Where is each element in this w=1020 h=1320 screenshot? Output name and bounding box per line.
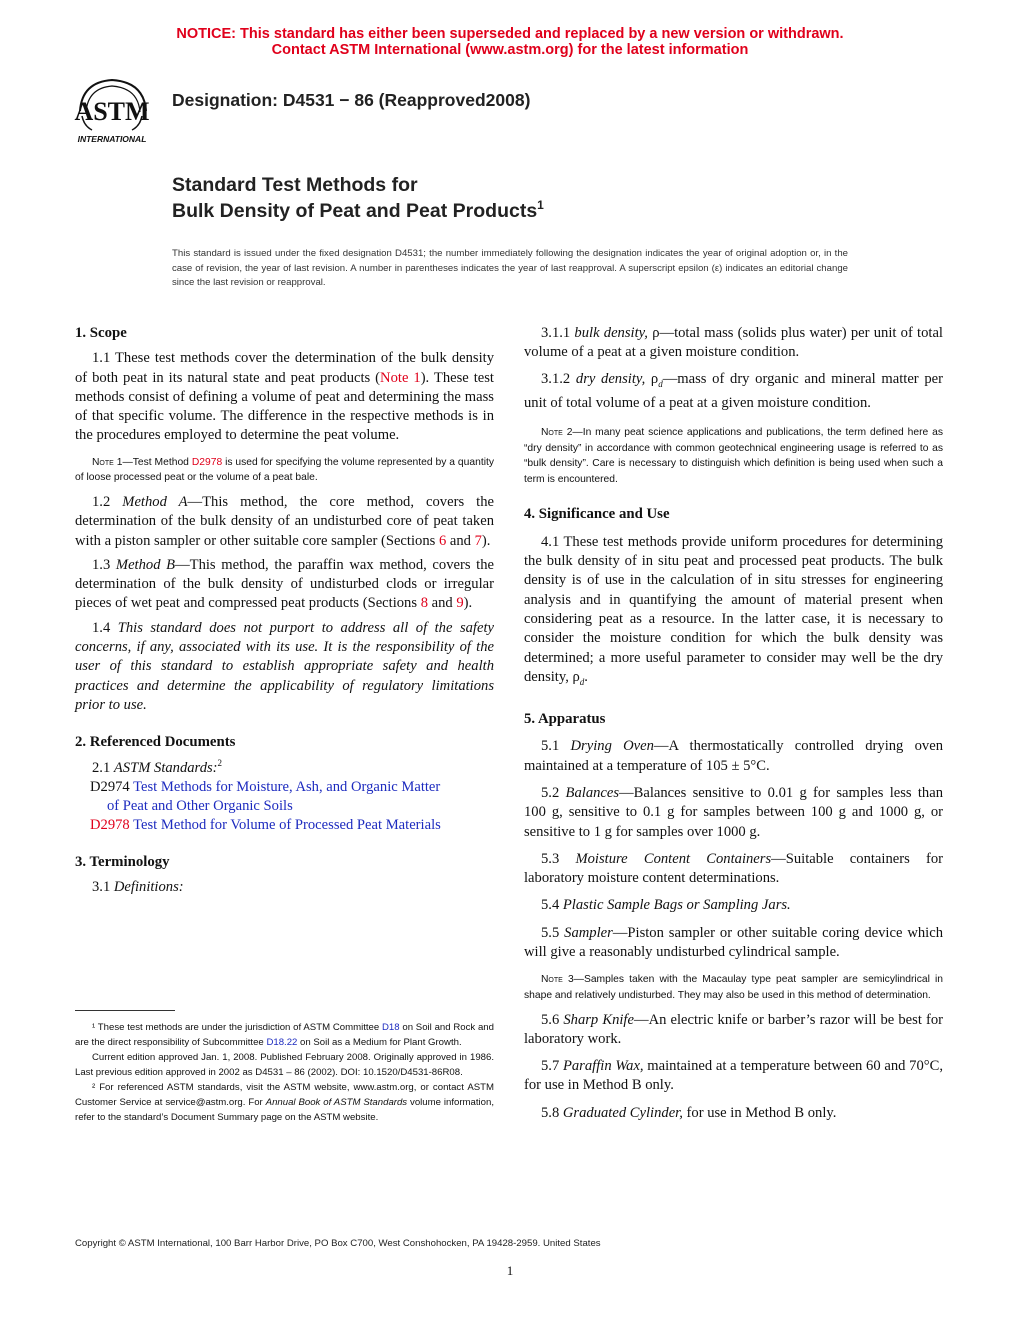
note-3 [524, 972, 943, 1003]
title-footnote-mark: 1 [537, 198, 544, 212]
para-1-2-and: and [446, 532, 475, 549]
sample-bags-term: Plastic Sample Bags or Sampling Jars. [562, 897, 791, 914]
para-1-4-text: This standard does not purport to address all of the safety concerns, if any, associated with its use. It is the responsibility of the user of this standard to establish appropriate safety and health practices and determine the applicability of regulatory limitations prior to use. [75, 619, 494, 713]
para-1-4-number: 1.4 [92, 619, 118, 636]
footnote-1-text-a: ¹ These test methods are under the jurisdiction of ASTM Committee [92, 1022, 382, 1033]
note-1-text-b: is used for specifying the volume represented by a quantity of loose processed peat or the volume of a peat bale. [75, 456, 494, 484]
para-5-2-number: 5.2 [541, 784, 566, 801]
rho-d-subscript: d [658, 378, 663, 389]
footnote-2-text-b: volume information, refer to the standard’s Document Summary page on the ASTM website. [75, 1097, 494, 1123]
section-9-link[interactable]: 9 [456, 595, 464, 612]
para-5-8 [524, 1104, 943, 1123]
rho-d-symbol: ρ [645, 370, 659, 387]
note-2 [524, 425, 943, 487]
section-1-heading: 1. Scope [75, 325, 127, 341]
para-5-8-number: 5.8 [541, 1104, 563, 1121]
para-5-7 [524, 1057, 943, 1096]
para-1-1-text-a: 1.1 These test methods cover the determination of the bulk density of both peat in its natural state and peat products ( [75, 350, 494, 386]
note-1-label: Note [92, 456, 114, 468]
reference-d2974-code: D2974 [90, 778, 130, 795]
reference-d2978-title[interactable]: Test Method for Volume of Processed Peat Materials [129, 817, 441, 834]
para-5-3-number: 5.3 [541, 850, 576, 867]
para-5-7-text: maintained at a temperature between 60 and 70°C, for use in Method B only. [524, 1058, 943, 1094]
copyright-line: Copyright © ASTM International, 100 Barr Harbor Drive, PO Box C700, West Conshohocken, PA 19428-2959. United States [75, 1238, 601, 1249]
para-5-1 [524, 737, 943, 776]
para-1-2-text: —This method, the core method, covers the determination of the bulk density of an undisturbed core of peat taken with a piston sampler or other suitable core sampler (Sections [75, 493, 494, 549]
para-5-5-number: 5.5 [541, 924, 565, 941]
para-2-1 [75, 759, 494, 778]
para-5-3-text: —Suitable containers for laboratory moisture content determinations. [524, 850, 944, 887]
footnote-2-text-a: ² For referenced ASTM standards, visit the ASTM website, www.astm.org, or contact ASTM Customer Service at service@astm.org. For [75, 1082, 494, 1108]
para-2-1-number: 2.1 [92, 759, 114, 776]
reference-d2974-title[interactable]: Test Methods for Moisture, Ash, and Organic Matter [129, 778, 441, 795]
sampler-term: Sampler [564, 924, 613, 941]
section-5-heading: 5. Apparatus [524, 711, 606, 728]
right-column [524, 324, 943, 1123]
astm-logo [72, 76, 162, 146]
footnotes [75, 1020, 494, 1125]
para-5-6-text: —An electric knife or barber’s razor will be best for laboratory work. [524, 1011, 944, 1047]
footnote-1-text-b: on Soil and Rock and are the direct responsibility of Subcommittee [75, 1022, 494, 1048]
designation: Designation: D4531 − 86 (Reapproved2008) [172, 90, 531, 110]
para-5-2-text: —Balances sensitive to 0.01 g for samples less than 100 g, sensitive to 0.1 g for samples between 100 g and 1000 g, or sensitive to 1 g for samples over 1000 g. [524, 784, 944, 840]
para-5-7-number: 5.7 [541, 1058, 563, 1075]
para-1-2-end: ). [481, 532, 491, 549]
committee-d18-link[interactable]: D18 [381, 1022, 400, 1033]
notice-line-1: NOTICE: This standard has either been superseded and replaced by a new version or withdrawn. [176, 26, 844, 42]
section-6-link[interactable]: 6 [438, 532, 447, 549]
para-3-1-1-text: —total mass (solids plus water) per unit of total volume of a peat at a given moisture condition. [524, 325, 943, 361]
note-3-text: 3—Samples taken with the Macaulay type peat sampler are semicylindrical in shape and relatively undisturbed. They may also be used in this method of determination. [524, 974, 943, 1001]
section-8-link[interactable]: 8 [420, 595, 428, 612]
method-a-label: Method A [122, 493, 188, 510]
para-1-3-and: and [427, 595, 457, 612]
para-5-1-number: 5.1 [541, 738, 571, 755]
para-1-3-text: —This method, the paraffin wax method, covers the determination of the bulk density of undisturbed clods or irregular pieces of wet peat and compressed peat products (Sections [75, 556, 494, 612]
reference-d2974 [75, 778, 494, 817]
svg-text:ASTM: ASTM [74, 97, 150, 126]
reference-d2978 [75, 816, 494, 835]
para-1-2 [75, 493, 494, 551]
reference-d2974-title-cont[interactable]: of Peat and Other Organic Soils [107, 798, 293, 815]
para-3-1-1-number: 3.1.1 [541, 325, 575, 341]
para-5-8-text: for use in Method B only. [682, 1104, 837, 1121]
subcommittee-d18-22-link[interactable]: D18.22 [266, 1037, 298, 1048]
note-1-text-a: 1—Test Method [113, 456, 192, 468]
para-5-4-number: 5.4 [541, 897, 563, 914]
reference-d2978-code[interactable]: D2978 [90, 817, 130, 834]
footnote-1-text-c: on Soil as a Medium for Plant Growth. [297, 1037, 462, 1048]
section-7-link[interactable]: 7 [474, 532, 482, 549]
para-1-2-number: 1.2 [92, 493, 123, 510]
issued-statement: This standard is issued under the fixed designation D4531; the number immediately following the designation indicates the year of original adoption or, in the case of revision, the year of last revision. A number in parentheses indicates the year of last reapproval. A superscript epsilon (ε) indicates an editorial change since the last revision or reapproval. [172, 248, 848, 289]
para-5-2 [524, 784, 943, 842]
para-1-1-text-b: ). These test methods consist of defining a volume of peat and determining the mass of that specific volume. The difference in the respective methods is in the procedures employed to determine the peat volume. [75, 369, 494, 444]
section-3-heading: 3. Terminology [75, 853, 170, 870]
para-5-6 [524, 1011, 943, 1050]
rho-symbol: ρ [647, 325, 660, 341]
sharp-knife-term: Sharp Knife [563, 1011, 634, 1028]
astm-standards-label: ASTM Standards: [113, 759, 218, 776]
definitions-label: Definitions: [113, 879, 184, 896]
para-3-1-number: 3.1 [92, 879, 114, 896]
para-5-1-text: —A thermostatically controlled drying oven maintained at a temperature of 105 ± 5°C. [524, 738, 943, 774]
para-3-1-2-number: 3.1.2 [541, 370, 576, 387]
d2978-link[interactable]: D2978 [191, 456, 223, 468]
para-1-3 [75, 556, 494, 614]
footnote-2 [75, 1080, 494, 1125]
para-1-4 [75, 619, 494, 715]
note-2-label: Note [541, 427, 563, 439]
title-line-2-text: Bulk Density of Peat and Peat Products [172, 200, 538, 222]
para-1-1 [75, 349, 494, 445]
para-1-3-number: 1.3 [92, 556, 116, 573]
page-number: 1 [506, 1263, 514, 1278]
astm-logo-icon [72, 76, 162, 146]
note-3-label: Note [541, 974, 563, 986]
para-5-6-number: 5.6 [541, 1011, 564, 1028]
note-1 [75, 455, 494, 486]
para-4-1 [524, 533, 943, 692]
para-1-3-end: ). [463, 595, 473, 612]
title-line-2 [172, 200, 544, 223]
footnote-2-mark: 2 [217, 757, 223, 768]
bulk-density-term: bulk density, [574, 325, 648, 341]
containers-term: Moisture Content Containers [575, 850, 772, 867]
footnote-1 [75, 1020, 494, 1050]
para-4-1-end: . [584, 668, 588, 685]
paraffin-wax-term: Paraffin Wax, [562, 1058, 644, 1075]
drying-oven-term: Drying Oven [570, 738, 654, 755]
para-3-1-2-text: —mass of dry organic and mineral matter per unit of total volume of a peat at a given moisture condition. [524, 370, 943, 411]
para-5-3 [524, 850, 943, 889]
para-5-5-text: —Piston sampler or other suitable coring device which will give a reasonably undisturbed cylindrical sample. [524, 924, 944, 961]
graduated-cylinder-term: Graduated Cylinder, [562, 1104, 683, 1121]
para-5-4 [524, 896, 943, 915]
para-3-1-2 [524, 370, 943, 414]
footnote-divider [75, 1010, 175, 1011]
balances-term: Balances [565, 784, 620, 801]
svg-text:INTERNATIONAL: INTERNATIONAL [77, 134, 147, 144]
note-1-link[interactable]: Note 1 [380, 369, 421, 386]
section-2-heading: 2. Referenced Documents [75, 734, 236, 751]
note-2-text: 2—In many peat science applications and publications, the term defined here as “dry density” in accordance with common geotechnical engineering usage is referred to as “bulk density”. Care is necessary to distinguish which definition is being used when such a term is encountered. [524, 427, 943, 485]
notice-line-2: Contact ASTM International (www.astm.org) for the latest information [271, 42, 749, 58]
para-4-1-subscript: d [579, 676, 585, 687]
para-5-5 [524, 924, 943, 963]
para-3-1 [75, 878, 494, 897]
footnote-1-edition: Current edition approved Jan. 1, 2008. Published February 2008. Originally approved in 1986. Last previous edition approved in 2002 as D4531 – 86 (2002). DOI: 10.1520/D4531-86R08. [75, 1052, 494, 1078]
method-b-label: Method B [115, 556, 176, 573]
dry-density-term: dry density, [575, 370, 646, 387]
left-column [75, 324, 494, 897]
para-3-1-1 [524, 324, 943, 363]
annual-book-title: Annual Book of ASTM Standards [265, 1097, 408, 1108]
section-4-heading: 4. Significance and Use [524, 506, 670, 523]
title-line-1: Standard Test Methods for [172, 174, 418, 196]
para-4-1-text: 4.1 These test methods provide uniform procedures for determining the bulk density of in situ peat and processed peat products. The bulk density is of use in the calculation of in situ stresses for engineering analysis and in quantifying the amount of material present when considering peat as a resource. In the latter case, it is necessary to consider the moisture condition for which the bulk density was determined; a more useful parameter to consider may well be the dry density, ρ [524, 533, 943, 685]
